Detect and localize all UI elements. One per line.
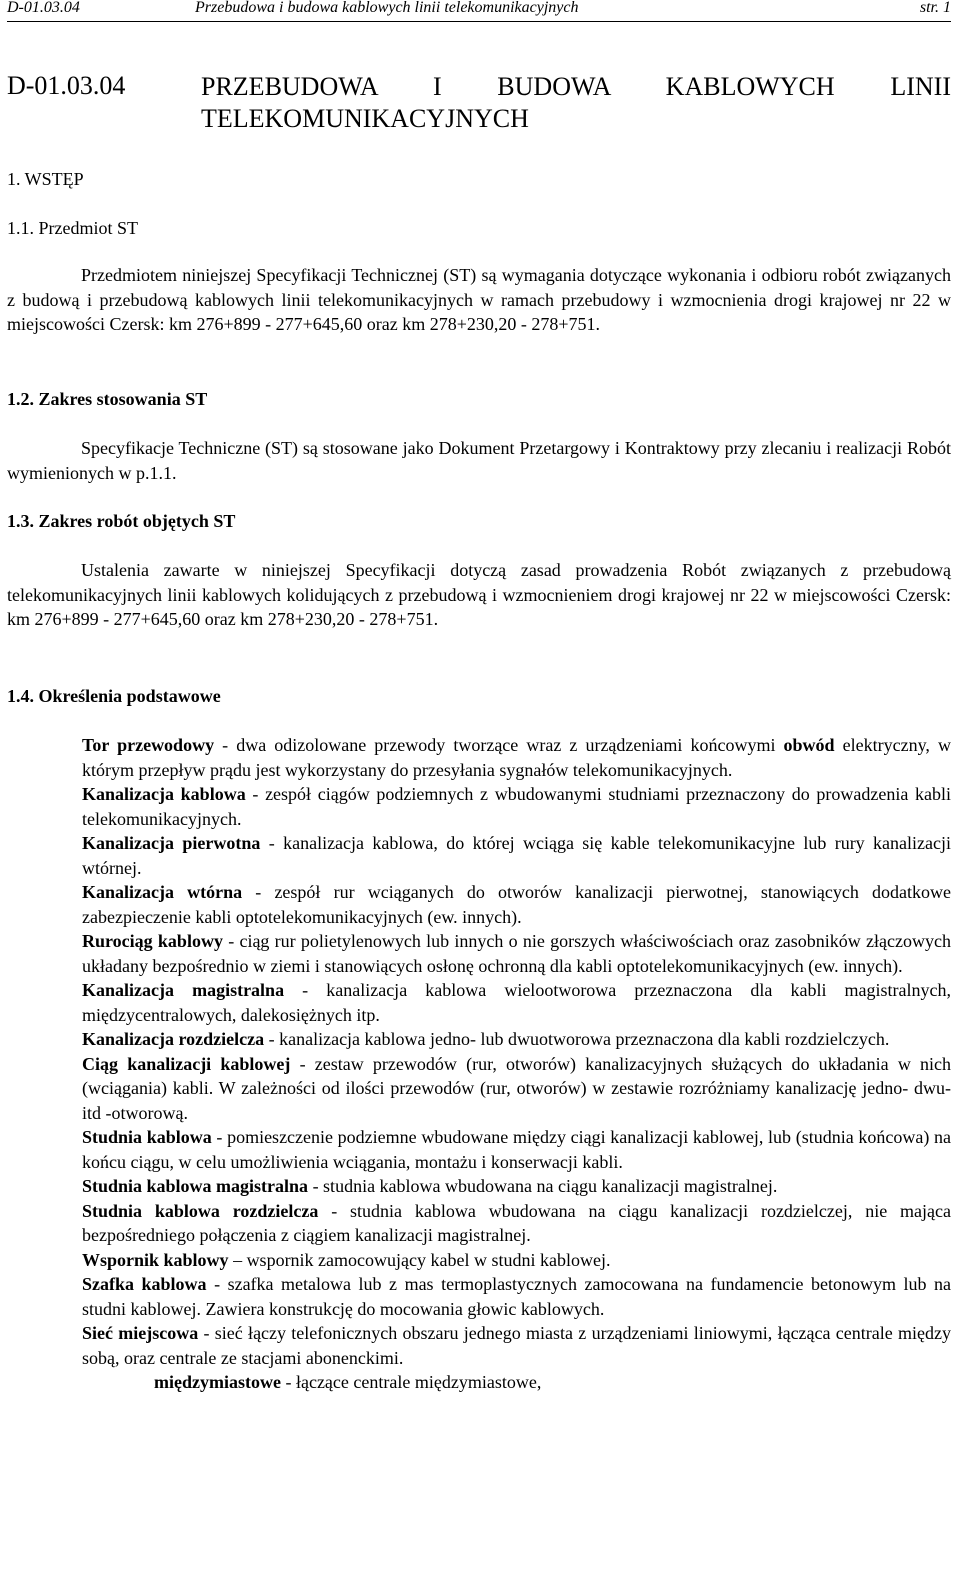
sub-definition-item: [82, 1370, 951, 1395]
section-1-1-paragraph: [7, 263, 951, 337]
definition-text: - kanalizacja kablowa, do której wciąga się kable telekomunikacyjne lub rury kanalizacji wtórnej.: [82, 833, 952, 878]
definition-term: Tor przewodowy: [82, 735, 215, 755]
definition-term: Ciąg kanalizacji kablowej: [82, 1053, 291, 1074]
definition-item: [82, 1174, 951, 1199]
section-1-2-paragraph: [7, 436, 951, 485]
definition-text: - zestaw przewodów (rur, otworów) kanalizacyjnych służących do układania w nich (wciągania) kabli. W zależności od ilości przewodów (rur, otworów) w zestawie rozróżniamy kanalizację jedno- dwu- itd -otworową.: [82, 1053, 951, 1123]
definition-item: [82, 929, 951, 978]
definition-item: [82, 782, 951, 831]
definition-item: [82, 1272, 951, 1321]
definition-text: - zespół ciągów podziemnych z wbudowanymi studniami przeznaczony do prowadzenia kabli telekomunikacyjnych.: [82, 784, 951, 829]
definition-text: - ciąg rur polietylenowych lub innych o nie gorszych właściwościach oraz zasobników złączowych układany bezpośrednio w ziemi i stanowiących osłonę ochronną dla kabli optotelekomunikacyjnych (ew. innych).: [82, 931, 951, 976]
definition-term: Studnia kablowa: [82, 1127, 212, 1147]
definition-text: – wspornik zamocowujący kabel w studni kablowej.: [228, 1249, 611, 1270]
section-heading-1-1: 1.1. Przedmiot ST: [7, 218, 138, 238]
definition-item: [82, 1248, 951, 1273]
definition-term: Sieć miejscowa: [82, 1323, 199, 1343]
definition-text: - pomieszczenie podziemne wbudowane między ciągi kanalizacji kablowej, lub (studnia końcowa) na końcu ciągu, w celu umożliwienia wciągania, montażu i konserwacji kabli.: [82, 1127, 951, 1172]
definition-text: - sieć łączy telefonicznych obszaru jednego miasta z urządzeniami liniowymi, łącząca centrale między sobą, oraz centrale ze stacjami abonenckimi.: [82, 1323, 952, 1368]
section-heading-1: 1. WSTĘP: [7, 169, 84, 189]
header-title: Przebudowa i budowa kablowych linii telekomunikacyjnych: [195, 0, 579, 16]
definition-item: [82, 1125, 951, 1174]
sub-definition-text: - łączące centrale międzymiastowe,: [280, 1372, 542, 1392]
definition-item: [82, 1052, 951, 1126]
definition-item: [82, 1027, 951, 1052]
definition-item: [82, 733, 951, 782]
definition-item: [82, 1321, 951, 1370]
definition-text: - dwa odizolowane przewody tworzące wraz z urządzeniami końcowymi: [214, 735, 784, 755]
definition-item: [82, 978, 951, 1027]
paragraph-text: Przedmiotem niniejszej Specyfikacji Technicznej (ST) są wymagania dotyczące wykonania i odbioru robót związanych z budową i przebudową kablowych linii telekomunikacyjnych w ramach przebudowy i wzmocnienia drogi krajowej nr 22 w miejscowości Czersk: km 276+899 - 277+645,60 oraz km 278+230,20 - 278+751.: [7, 265, 951, 334]
definition-term: Studnia kablowa rozdzielcza: [82, 1200, 319, 1221]
document-code: D-01.03.04: [7, 71, 126, 100]
definition-item: [82, 831, 951, 880]
definition-term: Kanalizacja magistralna: [82, 980, 285, 1000]
definition-text: elektryczny, w którym przepływ prądu jest wykorzystany do przesyłania sygnałów telekomunikacyjnych.: [82, 735, 951, 780]
paragraph-text: Ustalenia zawarte w niniejszej Specyfikacji dotyczą zasad prowadzenia Robót związanych z przebudową telekomunikacyjnych linii kablowych kolidujących z przebudową i wzmocnieniem drogi krajowej nr 22 w miejscowości Czersk: km 276+899 - 277+645,60 oraz km 278+230,20 - 278+751.: [7, 560, 951, 629]
definition-text: - studnia kablowa wbudowana na ciągu kanalizacji magistralnej.: [308, 1176, 778, 1196]
definition-term: Szafka kablowa: [82, 1274, 207, 1294]
paragraph-text: Specyfikacje Techniczne (ST) są stosowane jako Dokument Przetargowy i Kontraktowy przy zlecaniu i realizacji Robót wymienionych w p.1.1.: [7, 438, 951, 483]
definition-term: Kanalizacja rozdzielcza: [82, 1029, 265, 1049]
page-header: [7, 0, 951, 18]
header-divider: [7, 21, 951, 22]
definition-text: - kanalizacja kablowa wielootworowa przeznaczona dla kabli magistralnych, międzycentralowych, dalekosiężnych itp.: [82, 980, 951, 1025]
sub-definition-term: międzymiastowe: [154, 1372, 281, 1392]
definition-term: Studnia kablowa magistralna: [82, 1176, 309, 1196]
definition-text: - studnia kablowa wbudowana na ciągu kanalizacji rozdzielczej, nie mająca bezpośredniego połączenia z ciągiem kanalizacji magistralnej.: [82, 1200, 952, 1245]
header-page-number: str. 1: [919, 0, 951, 16]
definition-item: [82, 1199, 951, 1248]
definition-text: - kanalizacja kablowa jedno- lub dwuotworowa przeznaczona dla kabli rozdzielczych.: [264, 1029, 890, 1049]
definition-term-emphasis: obwód: [783, 735, 835, 755]
section-heading-1-3: 1.3. Zakres robót objętych ST: [7, 511, 236, 531]
definition-term: Kanalizacja pierwotna: [82, 833, 261, 853]
header-code: D-01.03.04: [7, 0, 80, 16]
definition-text: - zespół rur wciąganych do otworów kanalizacji pierwotnej, stanowiących dodatkowe zabezpieczenie kabli optotelekomunikacyjnych (ew. innych).: [82, 882, 951, 927]
section-heading-1-4: 1.4. Określenia podstawowe: [7, 686, 221, 706]
definition-term: Wspornik kablowy: [82, 1249, 229, 1270]
definition-term: Kanalizacja wtórna: [82, 882, 243, 902]
section-heading-1-2: 1.2. Zakres stosowania ST: [7, 389, 208, 409]
definition-text: - szafka metalowa lub z mas termoplastycznych zamocowana na fundamencie betonowym lub na studni kablowej. Zawiera konstrukcję do mocowania głowic kablowych.: [82, 1274, 951, 1319]
definition-term: Kanalizacja kablowa: [82, 784, 246, 804]
definitions-list: [82, 733, 951, 1395]
section-1-3-paragraph: [7, 558, 951, 632]
definition-item: [82, 880, 951, 929]
document-title: PRZEBUDOWA I BUDOWA KABLOWYCH LINII TELEKOMUNIKACYJNYCH: [201, 72, 951, 133]
definition-term: Rurociąg kablowy: [82, 931, 223, 951]
